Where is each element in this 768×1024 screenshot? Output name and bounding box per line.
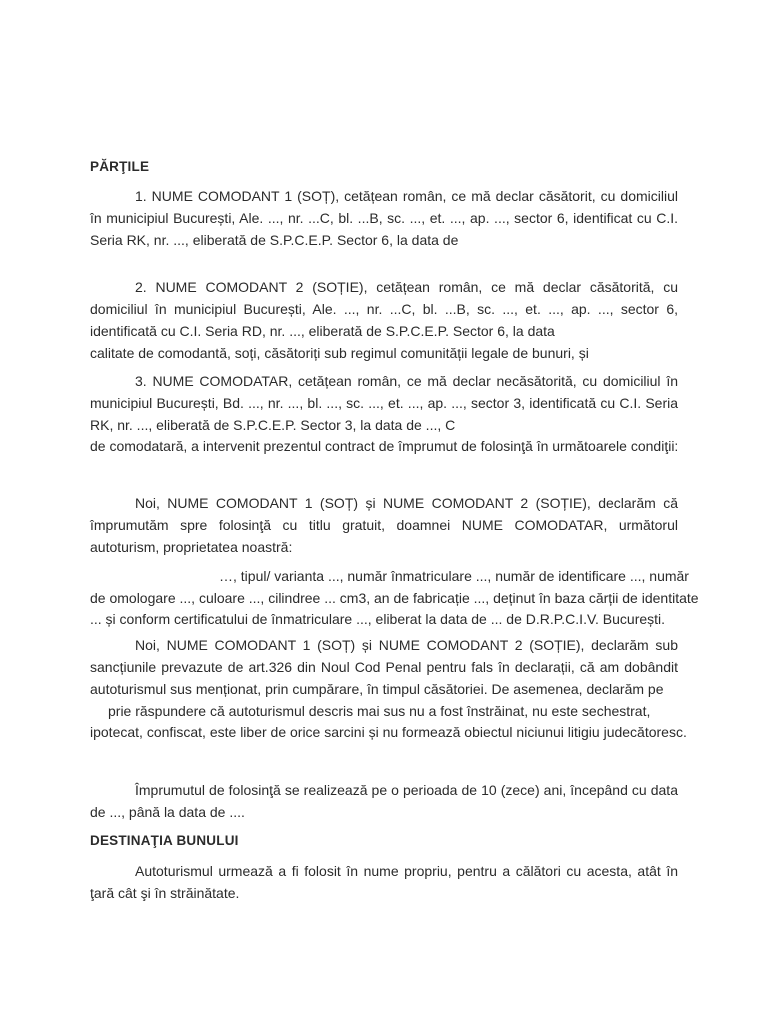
object-paragraph [90, 492, 678, 558]
party-3-text: 3. NUME COMODATAR, cetățean român, ce mă declar necăsătorită, cu domiciliul în municipiul București, Bd. ..., nr. ..., bl. ..., sc. ..., et. ..., ap. ..., sector 3, identificată cu C.I. Seria RK, nr. ..., eliberată de S.P.C.E.P. Sector 3, la data de ..., C [90, 373, 678, 433]
party-2-tail: calitate de comodantă, soți, căsătoriți sub regimul comunității legale de bunuri, și [90, 345, 589, 361]
vehicle-line-2: de omologare ..., culoare ..., cilindree ... cm3, an de fabricație ..., deținut în baza cărții de identitate [90, 590, 699, 606]
object-text: Noi, NUME COMODANT 1 (SOȚ) și NUME COMODANT 2 (SOȚIE), declarăm că împrumutăm spre folosinţă cu titlu gratuit, doamnei NUME COMODATAR, următorul autoturism, proprietatea noastră: [90, 495, 678, 555]
destination-text: Autoturismul urmează a fi folosit în nume propriu, pentru a călători cu acesta, atât în ţară cât şi în străinătate. [90, 863, 678, 901]
term-paragraph [90, 779, 678, 823]
party-2-text: 2. NUME COMODANT 2 (SOȚIE), cetățean român, ce mă declar căsătorită, cu domiciliul în municipiul București, Ale. ..., nr. ...C, bl. ...B, sc. ..., et. ..., ap. ..., sector 6, identificată cu C.I. Seria RD, nr. ..., eliberată de S.P.C.E.P. Sector 6, la data [90, 279, 678, 339]
vehicle-line-3: ... și conform certificatului de înmatriculare ..., eliberat la data de ... de D.R.P.C.I.V. București. [90, 611, 666, 627]
party-3-paragraph [90, 370, 678, 436]
declaration-paragraph [90, 634, 678, 700]
section-heading-parties: PĂRŢILE [90, 159, 150, 174]
declaration-line-4: prie răspundere că autoturismul descris mai sus nu a fost înstrăinat, nu este sechestrat, [108, 703, 651, 719]
party-1-paragraph [90, 185, 678, 251]
section-heading-destination: DESTINAŢIA BUNULUI [90, 833, 239, 848]
term-text: Împrumutul de folosinţă se realizează pe o perioada de 10 (zece) ani, începând cu data de ..., până la data de .... [90, 782, 678, 820]
destination-paragraph [90, 860, 678, 904]
party-2-paragraph [90, 276, 678, 342]
vehicle-line-1: …, tipul/ varianta ..., număr înmatriculare ..., număr de identificare ..., număr [219, 568, 689, 584]
party-1-text: 1. NUME COMODANT 1 (SOȚ), cetățean român, ce mă declar căsătorit, cu domiciliul în municipiul București, Ale. ..., nr. ...C, bl. ...B, sc. ..., et. ..., ap. ..., sector 6, identificat cu C.I. Seria RK, nr. ..., eliberată de S.P.C.E.P. Sector 6, la data de [90, 188, 678, 248]
declaration-text: Noi, NUME COMODANT 1 (SOȚ) și NUME COMODANT 2 (SOȚIE), declarăm sub sancțiunile prevazute de art.326 din Noul Cod Penal pentru fals în declarații, că am dobândit autoturismul sus menționat, prin cumpărare, în timpul căsătoriei. De asemenea, declarăm pe [90, 637, 678, 697]
party-3-tail: de comodatară, a intervenit prezentul contract de împrumut de folosinţă în următoarele condiţii: [90, 438, 679, 454]
declaration-line-5: ipotecat, confiscat, este liber de orice sarcini și nu formează obiectul niciunui litigiu judecătoresc. [90, 724, 687, 740]
